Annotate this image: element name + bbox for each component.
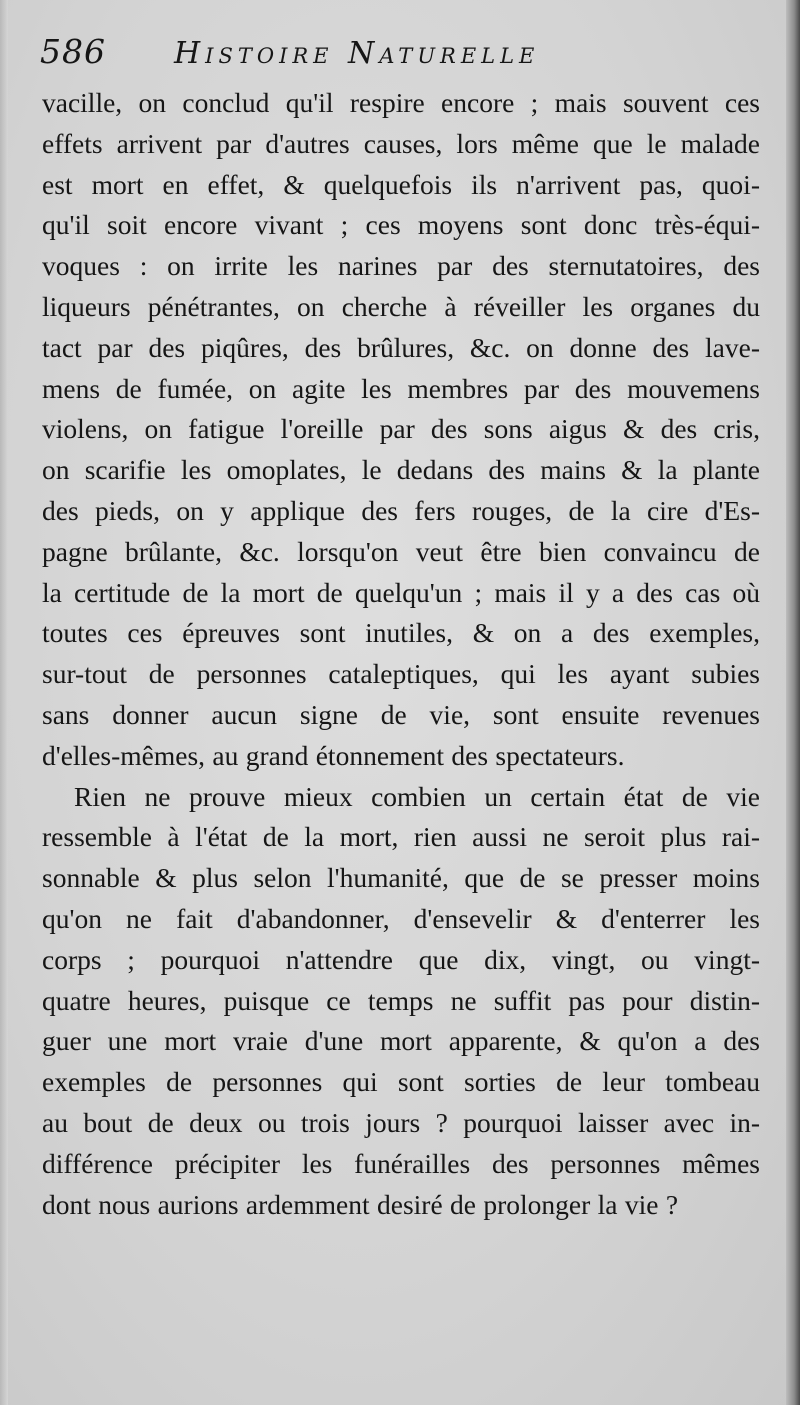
text-line: effets arrivent par d'autres causes, lors même que le malade (42, 127, 760, 159)
text-line: sans donner aucun signe de vie, sont ensuite revenues (42, 698, 760, 730)
text-line: toutes ces épreuves sont inutiles, & on a des exemples, (42, 617, 760, 649)
text-line: quatre heures, puisque ce temps ne suffit pas pour distin- (42, 984, 760, 1016)
text-line: qu'on ne fait d'abandonner, d'ensevelir & d'enterrer les (42, 902, 760, 934)
text-line: corps ; pourquoi n'attendre que dix, vingt, ou vingt- (42, 943, 760, 975)
text-line: au bout de deux ou trois jours ? pourquoi laisser avec in- (42, 1106, 760, 1138)
text-line: tact par des piqûres, des brûlures, &c. on donne des lave- (42, 331, 760, 363)
page-header (40, 28, 760, 74)
text-line: est mort en effet, & quelquefois ils n'arrivent pas, quoi- (42, 168, 760, 200)
text-line: vacille, on conclud qu'il respire encore ; mais souvent ces (42, 87, 760, 118)
text-line: dont nous aurions ardemment desiré de prolonger la vie ? (42, 1188, 679, 1220)
text-line: guer une mort vraie d'une mort apparente, & qu'on a des (42, 1025, 760, 1057)
text-line: exemples de personnes qui sont sorties de leur tombeau (42, 1066, 760, 1098)
text-line: d'elles-mêmes, au grand étonnement des spectateurs. (42, 739, 625, 771)
text-line: sonnable & plus selon l'humanité, que de se presser moins (42, 862, 760, 894)
page-number: 586 (40, 32, 106, 71)
text-line: qu'il soit encore vivant ; ces moyens sont donc très-équi- (42, 209, 760, 241)
text-line: voques : on irrite les narines par des sternutatoires, des (42, 250, 760, 282)
text-line: des pieds, on y applique des fers rouges, de la cire d'Es- (42, 494, 760, 526)
text-line: sur-tout de personnes cataleptiques, qui les ayant subies (42, 658, 760, 690)
text-line: liqueurs pénétrantes, on cherche à réveiller les organes du (42, 290, 760, 322)
text-line: pagne brûlante, &c. lorsqu'on veut être bien convaincu de (42, 535, 760, 567)
text-line: on scarifie les omoplates, le dedans des mains & la plante (42, 454, 760, 486)
text-line: violens, on fatigue l'oreille par des sons aigus & des cris, (42, 413, 760, 445)
running-head-title: Histoire Naturelle (174, 36, 540, 71)
text-line: la certitude de la mort de quelqu'un ; mais il y a des cas où (42, 576, 760, 608)
paragraph-first-line: Rien ne prouve mieux combien un certain état de vie (74, 780, 760, 812)
body-text (42, 83, 760, 1225)
text-line: différence précipiter les funérailles des personnes mêmes (42, 1147, 760, 1179)
text-line: ressemble à l'état de la mort, rien aussi ne seroit plus rai- (42, 821, 760, 853)
page-left-edge (0, 0, 8, 1405)
page-right-edge-shadow (786, 0, 800, 1405)
text-line: mens de fumée, on agite les membres par des mouvemens (42, 372, 760, 404)
